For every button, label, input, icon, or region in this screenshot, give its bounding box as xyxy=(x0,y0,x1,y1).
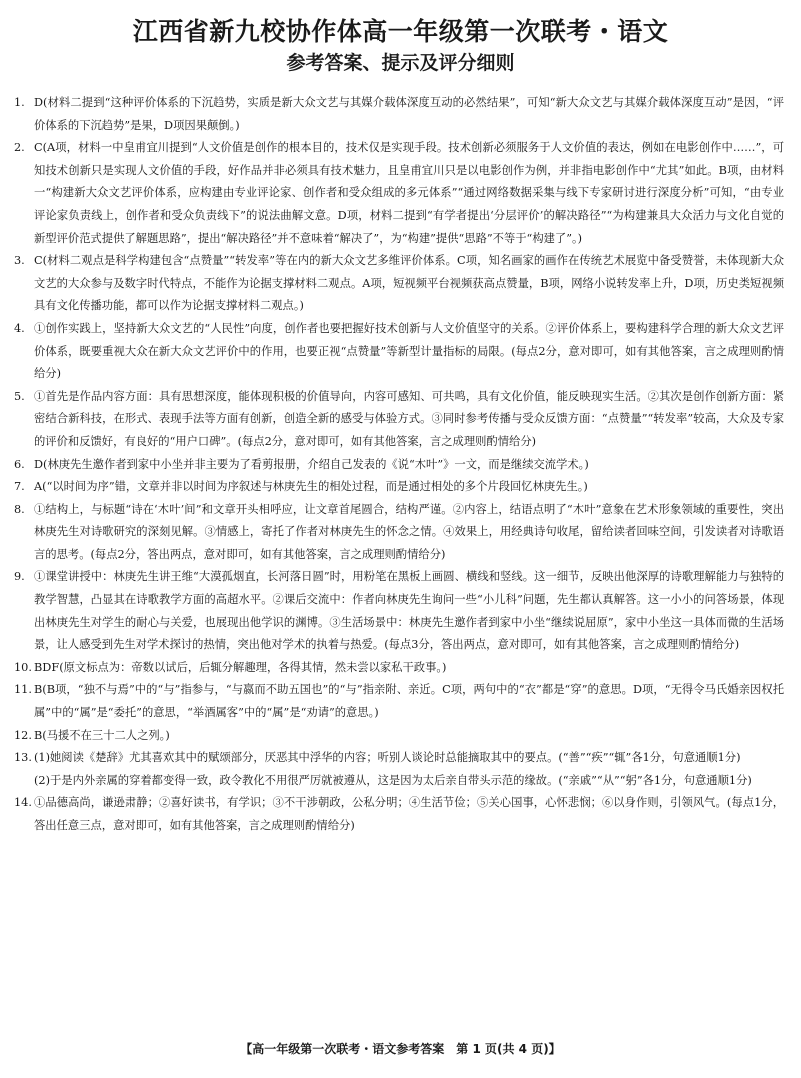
answer-item-11 xyxy=(14,679,784,724)
answer-number: 7. xyxy=(14,480,25,494)
answer-item-8 xyxy=(14,499,784,567)
answer-text: ①结构上，与标题“诗在‘木叶’间”和文章开头相呼应，让文章首尾圆合，结构严谨。②内容上，结语点明了“木叶”意象在艺术形象领域的重要性，突出林庚先生对诗歌研究的深刻见解。③情感上，寄托了作者对林庚先生的怀念之情。④效果上，用经典诗句收尾，留给读者回味空间，引发读者对诗歌语言的思考。(每点2分，答出两点，意对即可，如有其他答案，言之成理则酌情给分) xyxy=(34,502,784,561)
answer-number: 3. xyxy=(14,254,25,268)
answer-item-10 xyxy=(14,657,784,680)
answer-item-13 xyxy=(14,747,784,770)
answer-text: C(材料二观点是科学构建包含“点赞量”“转发率”等在内的新大众文艺多维评价体系。C项，知名画家的画作在传统艺术展览中备受赞誉，未体现新大众文艺的大众参与及数字时代特点，不能作为论据支撑材料二观点。A项，短视频平台视频获高点赞量，B项，网络小说转发率上升，D项，历史类短视频具有文化传播功能，都可以作为论据支撑材料二观点。) xyxy=(34,254,784,313)
answer-number: 8. xyxy=(14,502,25,516)
answer-item-13-part-2: (2)于是内外亲属的穿着都变得一致，政令教化不用很严厉就被遵从，这是因为太后亲自带头示范的缘故。(“亲戚”“从”“躬”各1分，句意通顺1分) xyxy=(34,773,752,787)
answer-text: BDF(原文标点为：帝数以试后，后辄分解趣理，各得其情，然未尝以家私干政事。) xyxy=(34,660,447,674)
answer-number: 5. xyxy=(14,389,25,403)
answer-text: ①品德高尚，谦逊肃静；②喜好读书，有学识；③不干涉朝政，公私分明；④生活节俭；⑤关心国事，心怀悲悯；⑥以身作则，引领风气。(每点1分，答出任意三点，意对即可，如有其他答案，言之成理则酌情给分) xyxy=(34,796,784,832)
answer-item-2 xyxy=(14,137,784,250)
answer-item-6 xyxy=(14,454,784,477)
answer-number: 4. xyxy=(14,321,25,335)
page-footer: 【高一年级第一次联考・语文参考答案 第 1 页(共 4 页)】 xyxy=(240,1042,561,1056)
answer-number: 11. xyxy=(14,683,32,697)
answer-number: 6. xyxy=(14,457,25,471)
answer-text: D(林庚先生邀作者到家中小坐并非主要为了看剪报册，介绍自己发表的《说“木叶”》一文，而是继续交流学术。) xyxy=(34,457,589,471)
answer-number: 2. xyxy=(14,141,25,155)
answer-number: 13. xyxy=(14,751,32,765)
answer-number: 1. xyxy=(14,96,25,109)
answer-item-3 xyxy=(14,250,784,318)
answer-number: 10. xyxy=(14,660,32,674)
answer-text: ①课堂讲授中：林庚先生讲王维“大漠孤烟直，长河落日圆”时，用粉笔在黑板上画圆、横线和竖线。这一细节，反映出他深厚的诗歌理解能力与独特的教学智慧，凸显其在诗歌教学方面的高超水平。②课后交流中：作者向林庚先生询问一些“小儿科”问题，先生都认真解答。这一小小的问答场景，体现出林庚先生对学生的耐心与关爱，也展现出他学识的渊博。③生活场景中：林庚先生邀作者到家中小坐“继续说屈原”，家中小坐这一具体而微的生活场景，让人感受到先生对学术探讨的热情，突出他对学术的执着与热爱。(每点3分，答出两点，意对即可，如有其他答案，言之成理则酌情给分) xyxy=(34,570,784,652)
answer-text: A(“以时间为序”错，文章并非以时间为序叙述与林庚先生的相处过程，而是通过相处的多个片段回忆林庚先生。) xyxy=(34,480,588,494)
answer-item-9 xyxy=(14,566,784,656)
answer-item-4 xyxy=(14,318,784,386)
answer-number: 9. xyxy=(14,570,25,584)
answer-list xyxy=(14,92,784,838)
answer-item-7 xyxy=(14,476,784,499)
answer-item-5 xyxy=(14,386,784,454)
answer-number: 12. xyxy=(14,728,32,742)
answer-item-1 xyxy=(14,92,784,137)
answer-item-12 xyxy=(14,725,784,748)
answer-text: ①首先是作品内容方面：具有思想深度，能体现积极的价值导向，内容可感知、可共鸣，具有文化价值，能反映现实生活。②其次是创作创新方面：紧密结合新科技，在形式、表现手法等方面有创新，创造全新的感受与体验方式。③同时参考传播与受众反馈方面：“点赞量”“转发率”较高，大众及专家的评价和反馈好，有良好的“用户口碑”。(每点2分，意对即可，如有其他答案，言之成理则酌情给分) xyxy=(34,389,784,448)
page-title: 江西省新九校协作体高一年级第一次联考・语文 xyxy=(132,17,669,46)
answer-text: (1)她阅读《楚辞》尤其喜欢其中的赋颂部分，厌恶其中浮华的内容；听别人谈论时总能摘取其中的要点。(“善”“疾”“辄”各1分，句意通顺1分) xyxy=(34,751,741,765)
answer-text: ①创作实践上，坚持新大众文艺的“人民性”向度，创作者也要把握好技术创新与人文价值坚守的关系。②评价体系上，要构建科学合理的新大众文艺评价体系，既要重视大众在新大众文艺评价中的作用，也要正视“点赞量”等新型计量指标的局限。(每点2分，意对即可，如有其他答案，言之成理则酌情给分) xyxy=(34,321,784,381)
page-subtitle: 参考答案、提示及评分细则 xyxy=(286,52,515,74)
answer-number: 14. xyxy=(14,796,32,810)
answer-text: D(材料二提到“这种评价体系的下沉趋势，实质是新大众文艺与其媒介载体深度互动的必然结果”，可知“新大众文艺与其媒介载体深度互动”是因，“评价体系的下沉趋势”是果，D项因果颠倒。) xyxy=(34,96,784,132)
answer-text: B(B项，“独不与焉”中的“与”指参与，“与嬴而不助五国也”的“与”指亲附、亲近。C项，两句中的“衣”都是“穿”的意思。D项，“无得令马氏婚亲因权托属”中的“属”是“委托”的意思，“举酒属客”中的“属”是“劝请”的意思。) xyxy=(34,683,785,720)
answer-item-14 xyxy=(14,792,784,837)
answer-text: C(A项，材料一中皇甫宜川提到“人文价值是创作的根本目的，技术仅是实现手段。技术创新必须服务于人文价值的表达，例如在电影创作中……”，可知技术创新只是实现人文价值的手段，好作品并非必须具有技术魅力，且皇甫宜川只是以电影创作为例，并非指电影创作中“尤其”如此。B项，由材料一“构建新大众文艺评价体系，应构建由专业评论家、创作者和受众组成的多元体系”“通过网络数据采集与线下专家研讨进行深度分析”可知，“由专业评论家负责线上，创作者和受众负责线下”的说法曲解文意。D项，材料二提到“有学者提出‘分层评价’的解决路径”“为构建兼具大众活力与文化自觉的新型评价范式提供了解题思路”，提出“解决路径”并不意味着“解决了”，为“构建”提供“思路”不等于“构建了”。) xyxy=(34,141,784,245)
answer-text: B(马援不在三十二人之列。) xyxy=(34,728,170,742)
